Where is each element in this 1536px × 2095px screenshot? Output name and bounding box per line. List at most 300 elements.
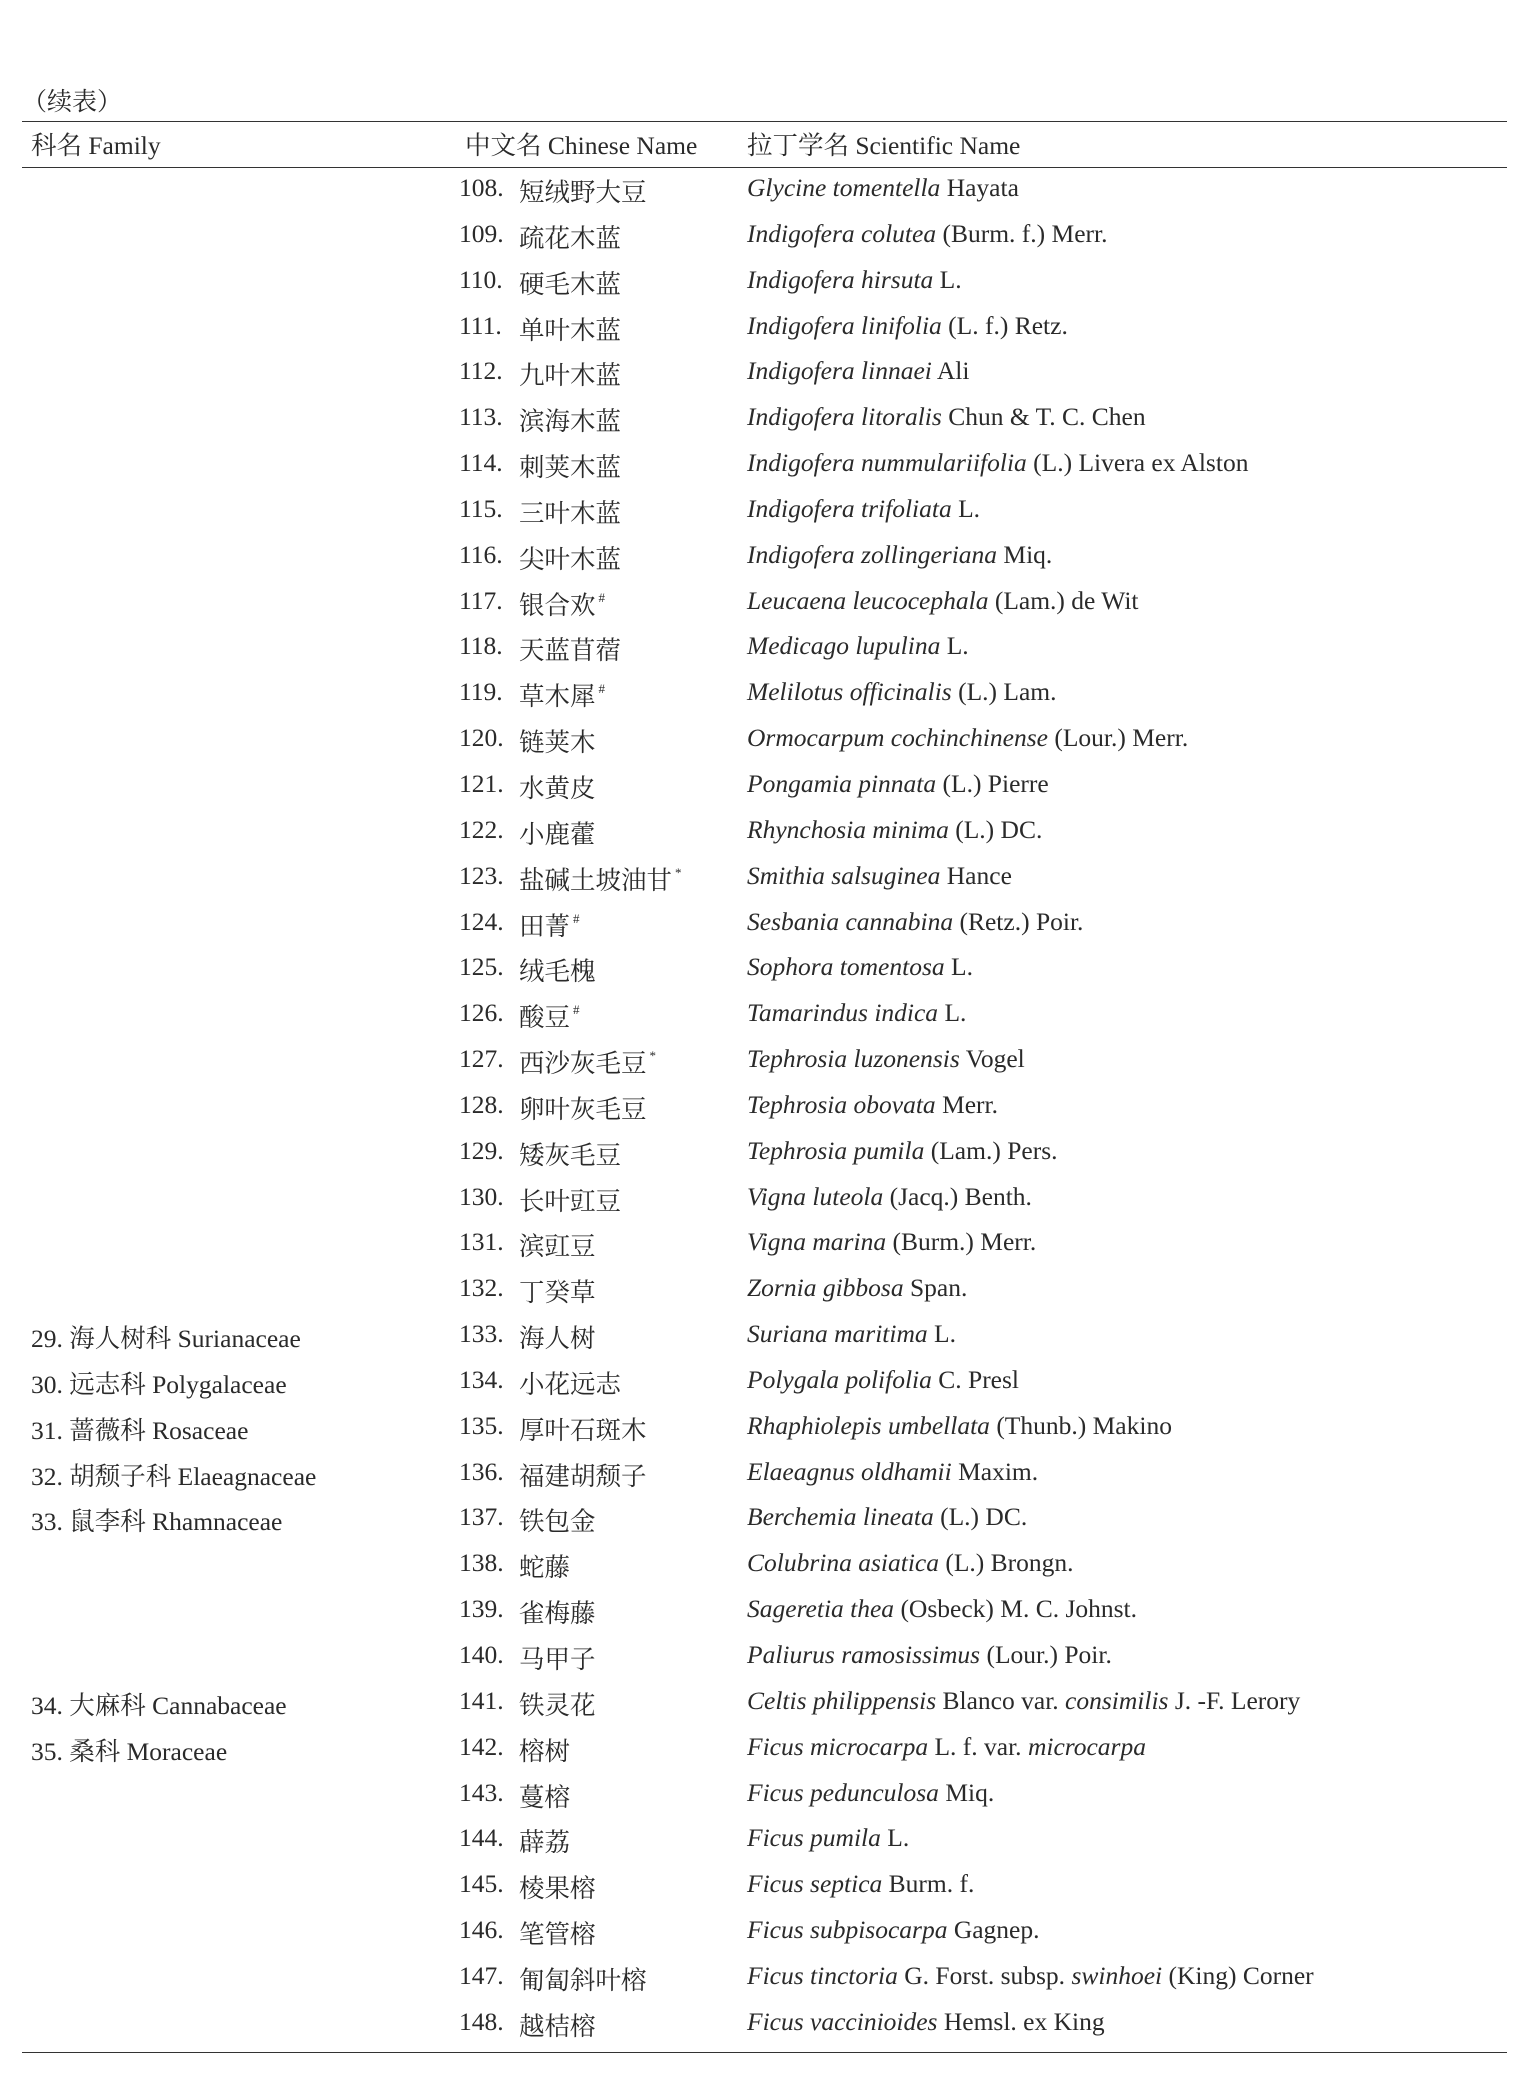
species-number: 128. [459, 1089, 504, 1119]
scientific-name-author: Gagnep. [947, 1915, 1040, 1945]
table-row [0, 1910, 1536, 1956]
chinese-name-cell [519, 173, 647, 209]
continued-label: （续表） [22, 89, 123, 116]
table-row [0, 764, 1536, 810]
chinese-name-cell [519, 402, 621, 438]
chinese-name-cell [519, 1961, 647, 1997]
species-number: 135. [459, 1410, 504, 1440]
chinese-name-cell [519, 540, 621, 576]
scientific-name-cell [747, 1411, 1172, 1441]
chinese-name-cell [519, 861, 682, 897]
scientific-name-author: L. [927, 1319, 956, 1349]
scientific-name-cell [747, 1090, 998, 1120]
species-number: 132. [459, 1273, 504, 1303]
scientific-name-cell [747, 1044, 1025, 1074]
chinese-name: 长叶豇豆 [519, 1186, 622, 1216]
table-bottom-rule [22, 2052, 1507, 2053]
scientific-name-author: Burm. f. [882, 1869, 975, 1899]
scientific-name-author: (L.) DC. [933, 1502, 1028, 1532]
species-number: 141. [459, 1685, 504, 1715]
chinese-name-cell [519, 631, 621, 667]
chinese-name: 海人树 [519, 1324, 596, 1354]
chinese-name-cell [519, 1319, 596, 1355]
chinese-name: 酸豆 [519, 1003, 571, 1033]
chinese-name: 短绒野大豆 [519, 178, 647, 207]
chinese-name-cell [519, 311, 621, 347]
species-number: 121. [459, 768, 504, 798]
table-row [0, 1452, 1536, 1498]
table-body [0, 168, 1536, 2048]
scientific-name-cell [747, 448, 1248, 478]
scientific-name-author: (L.) Livera ex Alston [1026, 448, 1249, 478]
scientific-name-italic: Rhynchosia minima [747, 814, 949, 844]
species-number: 136. [459, 1456, 504, 1486]
scientific-name-cell [747, 815, 1042, 845]
chinese-name-cell [519, 769, 596, 805]
species-number: 108. [459, 173, 504, 202]
scientific-name-italic: Sesbania cannabina [747, 906, 954, 936]
scientific-name-author: C. Presl [931, 1364, 1020, 1394]
species-number: 123. [459, 860, 504, 890]
scientific-name-italic: Medicago lupulina [747, 631, 941, 661]
scientific-name-author: Span. [903, 1273, 968, 1303]
chinese-name: 九叶木蓝 [519, 361, 622, 391]
scientific-name-italic: Paliurus ramosissimus [747, 1640, 981, 1669]
chinese-name: 蔓榕 [519, 1782, 571, 1812]
chinese-name-cell [519, 1136, 621, 1172]
scientific-name-cell [747, 1640, 1112, 1670]
chinese-name: 滨豇豆 [519, 1232, 596, 1262]
scientific-name-author: Blanco var. [936, 1685, 1066, 1715]
family-cell: 33. 鼠李科 Rhamnaceae [31, 1507, 283, 1537]
scientific-name-italic: Berchemia lineata [747, 1502, 934, 1532]
chinese-name-cell [519, 1457, 647, 1493]
scientific-name-cell [747, 1502, 1027, 1532]
chinese-name-cell [519, 1090, 647, 1126]
scientific-name-italic: Indigofera linifolia [747, 310, 942, 340]
species-number: 127. [459, 1044, 504, 1074]
chinese-name: 丁癸草 [519, 1278, 596, 1308]
scientific-name-author: L. [938, 998, 967, 1028]
status-mark: # [573, 910, 580, 926]
table-row [0, 1085, 1536, 1131]
scientific-name-cell [747, 631, 969, 661]
chinese-name-cell [519, 1502, 596, 1538]
scientific-name-cell [747, 1365, 1019, 1395]
scientific-name-cell [747, 1869, 974, 1899]
chinese-name: 田菁 [519, 911, 571, 941]
chinese-name-cell [519, 1594, 596, 1630]
family-cell: 34. 大麻科 Cannabaceae [31, 1690, 287, 1720]
table-row [0, 260, 1536, 306]
scientific-name-italic: Ficus pedunculosa [747, 1777, 939, 1807]
chinese-name: 蛇藤 [519, 1553, 571, 1583]
status-mark: * [649, 1048, 657, 1064]
scientific-name-author: (Lam.) de Wit [988, 585, 1139, 615]
table-row [0, 1360, 1536, 1406]
scientific-name-author: (Burm.) Merr. [886, 1227, 1037, 1257]
scientific-name-cell [747, 1594, 1137, 1624]
family-cell: 31. 蔷薇科 Rosaceae [31, 1415, 249, 1445]
chinese-name-cell [519, 1869, 596, 1905]
species-number: 111. [459, 310, 502, 340]
species-number: 117. [459, 585, 503, 615]
species-number: 145. [459, 1869, 504, 1899]
scientific-name-author: (King) Corner [1162, 1960, 1314, 1990]
chinese-name-cell [519, 1273, 596, 1309]
scientific-name-italic: Ficus pumila [747, 1823, 881, 1853]
chinese-name-cell [519, 1182, 621, 1218]
scientific-name-author: Hayata [940, 173, 1019, 202]
scientific-name-italic: Zornia gibbosa [747, 1273, 904, 1303]
chinese-name: 西沙灰毛豆 [519, 1049, 647, 1079]
chinese-name: 水黄皮 [519, 773, 596, 803]
table-row [0, 902, 1536, 948]
scientific-name-italic: Tephrosia obovata [747, 1089, 936, 1119]
chinese-name-cell [519, 586, 605, 622]
table-row [0, 1956, 1536, 2002]
scientific-name-cell [747, 677, 1057, 707]
chinese-name: 榕树 [519, 1736, 571, 1766]
scientific-name-cell [747, 586, 1139, 616]
chinese-name: 薜荔 [519, 1828, 571, 1858]
chinese-name-cell [519, 1044, 656, 1080]
table-row [0, 1543, 1536, 1589]
scientific-name-author: L. [944, 952, 973, 982]
table-top-rule [22, 121, 1507, 122]
scientific-name-cell [747, 2007, 1105, 2037]
scientific-name-italic: Ficus vaccinioides [747, 2006, 938, 2036]
species-number: 138. [459, 1548, 504, 1578]
scientific-name-author: (L.) Pierre [936, 768, 1049, 798]
table-row [0, 1727, 1536, 1773]
scientific-name-author: L. [880, 1823, 910, 1853]
scientific-name-cell [747, 540, 1052, 570]
species-number: 126. [459, 998, 504, 1028]
scientific-name-author: (Retz.) Poir. [953, 906, 1084, 936]
chinese-name-cell [519, 907, 580, 943]
scientific-name-author: (L.) DC. [948, 814, 1043, 844]
scientific-name-author: (Thunb.) Makino [989, 1410, 1172, 1440]
table-row [0, 168, 1536, 214]
species-number: 134. [459, 1364, 504, 1394]
species-number: 129. [459, 1135, 504, 1165]
status-mark: # [598, 589, 606, 605]
scientific-name-italic: Ficus tinctoria [747, 1960, 898, 1990]
chinese-name: 绒毛槐 [519, 957, 596, 987]
species-number: 130. [459, 1181, 504, 1211]
species-number: 113. [459, 402, 503, 432]
scientific-name-cell [747, 1457, 1038, 1487]
status-mark: # [598, 681, 606, 697]
chinese-name-cell [519, 998, 580, 1034]
chinese-name-cell [519, 1548, 570, 1584]
table-row [0, 306, 1536, 352]
scientific-name-italic: Melilotus officinalis [747, 677, 952, 707]
scientific-name-italic: Tephrosia pumila [747, 1135, 925, 1165]
species-number: 120. [459, 723, 504, 753]
scientific-name-italic: Indigofera colutea [747, 218, 937, 248]
table-row [0, 672, 1536, 718]
scientific-name-italic: Elaeagnus oldhamii [747, 1456, 952, 1486]
scientific-name-italic: Indigofera linnaei [747, 356, 932, 386]
chinese-name: 匍匐斜叶榕 [519, 1965, 647, 1995]
chinese-name: 卵叶灰毛豆 [519, 1094, 647, 1124]
scientific-name-author: (Jacq.) Benth. [883, 1181, 1032, 1211]
chinese-name-cell [519, 1365, 621, 1401]
table-row [0, 1177, 1536, 1223]
chinese-name: 铁包金 [519, 1507, 596, 1537]
species-number: 114. [459, 448, 503, 478]
scientific-name-cell [747, 173, 1019, 203]
scientific-name-author: (Burm. f.) Merr. [936, 218, 1108, 248]
table-row [0, 1406, 1536, 1452]
table-row [0, 1268, 1536, 1314]
chinese-name-cell [519, 677, 605, 713]
species-number: 133. [459, 1319, 504, 1349]
scientific-name-cell [747, 356, 969, 386]
table-row [0, 535, 1536, 581]
scientific-name-author: (Osbeck) M. C. Johnst. [894, 1594, 1138, 1624]
table-row [0, 1039, 1536, 1085]
table-row [0, 1818, 1536, 1864]
scientific-name-author: Hemsl. ex King [937, 2006, 1105, 2036]
chinese-name: 银合欢 [519, 590, 596, 620]
table-row [0, 993, 1536, 1039]
scientific-name-author: (Lour.) Poir. [980, 1640, 1112, 1669]
table-row [0, 718, 1536, 764]
scientific-name-cell [747, 1182, 1032, 1212]
scientific-name-italic: Pongamia pinnata [747, 768, 937, 798]
header-scientific-name: 拉丁学名 Scientific Name [747, 131, 1021, 160]
table-row [0, 1314, 1536, 1360]
scientific-name-italic: Suriana maritima [747, 1319, 928, 1349]
scientific-name-author: Maxim. [951, 1456, 1039, 1486]
scientific-name-italic: Indigofera litoralis [747, 402, 942, 432]
scientific-name-author: J. -F. Lerory [1168, 1685, 1301, 1715]
chinese-name: 尖叶木蓝 [519, 544, 622, 574]
table-row [0, 397, 1536, 443]
scientific-name-italic: Indigofera zollingeriana [747, 539, 998, 569]
scientific-name-italic: Colubrina asiatica [747, 1548, 939, 1578]
chinese-name-cell [519, 356, 621, 392]
species-number: 131. [459, 1227, 504, 1257]
table-row [0, 810, 1536, 856]
chinese-name: 矮灰毛豆 [519, 1140, 622, 1170]
scientific-name-cell [747, 1778, 994, 1808]
status-mark: # [573, 1002, 580, 1018]
chinese-name-cell [519, 494, 621, 530]
chinese-name-cell [519, 1732, 570, 1768]
scientific-name-italic: Indigofera hirsuta [747, 264, 934, 294]
scientific-name-cell [747, 723, 1188, 753]
scientific-name-author: Merr. [935, 1089, 999, 1119]
family-cell: 30. 远志科 Polygalaceae [31, 1369, 287, 1399]
chinese-name: 小花远志 [519, 1369, 622, 1399]
scientific-name-italic: swinhoei [1071, 1960, 1163, 1990]
chinese-name: 铁灵花 [519, 1690, 596, 1720]
chinese-name-cell [519, 723, 596, 759]
scientific-name-cell [747, 1686, 1300, 1716]
status-mark: * [675, 864, 682, 880]
species-number: 143. [459, 1777, 504, 1807]
table-row [0, 626, 1536, 672]
table-row [0, 2002, 1536, 2048]
species-number: 125. [459, 952, 504, 982]
scientific-name-italic: Celtis philippensis [747, 1685, 937, 1715]
chinese-name: 福建胡颓子 [519, 1461, 647, 1491]
chinese-name: 越桔榕 [519, 2011, 596, 2041]
scientific-name-author: Chun & T. C. Chen [941, 402, 1146, 432]
scientific-name-italic: Vigna luteola [747, 1181, 884, 1211]
scientific-name-cell [747, 952, 973, 982]
chinese-name: 天蓝苜蓿 [519, 636, 622, 666]
scientific-name-author: L. [940, 631, 969, 661]
scientific-name-cell [747, 998, 966, 1028]
scientific-name-italic: Tephrosia luzonensis [747, 1044, 960, 1074]
scientific-name-cell [747, 265, 962, 295]
scientific-name-italic: consimilis [1065, 1685, 1169, 1715]
scientific-name-cell [747, 1548, 1074, 1578]
species-number: 109. [459, 218, 504, 248]
chinese-name-cell [519, 265, 621, 301]
chinese-name: 疏花木蓝 [519, 223, 622, 253]
scientific-name-author: G. Forst. subsp. [897, 1960, 1072, 1990]
table-row [0, 947, 1536, 993]
species-number: 146. [459, 1915, 504, 1945]
species-number: 148. [459, 2006, 504, 2036]
scientific-name-author: L. f. var. [928, 1731, 1028, 1761]
species-number: 110. [459, 264, 503, 294]
scientific-name-cell [747, 219, 1107, 249]
scientific-name-author: L. [933, 264, 962, 294]
species-number: 122. [459, 814, 504, 844]
scientific-name-cell [747, 907, 1083, 937]
chinese-name-cell [519, 815, 596, 851]
species-number: 118. [459, 631, 503, 661]
scientific-name-author: Miq. [997, 539, 1053, 569]
table-row [0, 1497, 1536, 1543]
table-row [0, 214, 1536, 260]
species-number: 137. [459, 1502, 504, 1532]
species-number: 112. [459, 356, 503, 386]
family-cell: 29. 海人树科 Surianaceae [31, 1324, 301, 1354]
table-row [0, 1589, 1536, 1635]
chinese-name-cell [519, 1640, 596, 1676]
chinese-name-cell [519, 1823, 570, 1859]
scientific-name-italic: Polygala polifolia [747, 1364, 932, 1394]
species-number: 124. [459, 906, 504, 936]
scientific-name-italic: Ficus subpisocarpa [747, 1915, 948, 1945]
species-number: 147. [459, 1960, 504, 1990]
scientific-name-italic: Glycine tomentella [747, 173, 941, 202]
table-row [0, 1635, 1536, 1681]
scientific-name-cell [747, 1319, 956, 1349]
scientific-name-author: (L. f.) Retz. [941, 310, 1068, 340]
scientific-name-italic: Sophora tomentosa [747, 952, 945, 982]
scientific-name-author: Hance [940, 860, 1012, 890]
chinese-name: 刺荚木蓝 [519, 453, 622, 483]
scientific-name-cell [747, 861, 1012, 891]
scientific-name-author: (L.) Brongn. [938, 1548, 1074, 1578]
scientific-name-author: L. [951, 493, 981, 523]
scientific-name-cell [747, 402, 1146, 432]
chinese-name-cell [519, 1778, 570, 1814]
chinese-name-cell [519, 2007, 596, 2043]
table-row [0, 581, 1536, 627]
species-number: 140. [459, 1640, 504, 1669]
scientific-name-italic: Indigofera trifoliata [747, 493, 952, 523]
chinese-name: 草木犀 [519, 682, 596, 712]
scientific-name-italic: microcarpa [1027, 1731, 1146, 1761]
scientific-name-cell [747, 1227, 1036, 1257]
scientific-name-author: Miq. [938, 1777, 995, 1807]
scientific-name-cell [747, 1961, 1314, 1991]
header-family: 科名 Family [31, 131, 161, 160]
chinese-name: 马甲子 [519, 1645, 596, 1674]
chinese-name: 笔管榕 [519, 1920, 596, 1950]
table-row [0, 489, 1536, 535]
chinese-name: 小鹿藿 [519, 819, 596, 849]
table-row [0, 1864, 1536, 1910]
species-number: 142. [459, 1731, 504, 1761]
scientific-name-italic: Tamarindus indica [747, 998, 939, 1028]
species-number: 116. [459, 539, 503, 569]
family-cell: 35. 桑科 Moraceae [31, 1736, 228, 1766]
scientific-name-author: (Lam.) Pers. [924, 1135, 1058, 1165]
scientific-name-italic: Ficus septica [747, 1869, 883, 1899]
chinese-name: 厚叶石斑木 [519, 1415, 647, 1445]
family-cell: 32. 胡颓子科 Elaeagnaceae [31, 1461, 317, 1491]
scientific-name-cell [747, 1273, 967, 1303]
scientific-name-italic: Indigofera nummulariifolia [747, 448, 1027, 478]
scientific-name-italic: Leucaena leucocephala [747, 585, 989, 615]
scientific-name-cell [747, 1136, 1058, 1166]
scientific-name-author: (Lour.) Merr. [1047, 723, 1189, 753]
chinese-name-cell [519, 219, 621, 255]
chinese-name: 链荚木 [519, 728, 596, 758]
species-number: 144. [459, 1823, 504, 1853]
scientific-name-author: Vogel [959, 1044, 1025, 1074]
species-number: 119. [459, 677, 503, 707]
scientific-name-italic: Vigna marina [747, 1227, 887, 1257]
scientific-name-cell [747, 769, 1049, 799]
chinese-name-cell [519, 952, 596, 988]
table-row [0, 1222, 1536, 1268]
chinese-name-cell [519, 448, 621, 484]
chinese-name: 雀梅藤 [519, 1599, 596, 1629]
table-row [0, 1773, 1536, 1819]
chinese-name: 硬毛木蓝 [519, 269, 622, 299]
table-row [0, 443, 1536, 489]
table-row [0, 351, 1536, 397]
chinese-name-cell [519, 1411, 647, 1447]
table-row [0, 1131, 1536, 1177]
table-row [0, 856, 1536, 902]
chinese-name: 盐碱土坡油甘 [519, 865, 673, 895]
scientific-name-author: (L.) Lam. [951, 677, 1057, 707]
header-chinese-name: 中文名 Chinese Name [465, 131, 698, 160]
scientific-name-cell [747, 1732, 1146, 1762]
table-row [0, 1681, 1536, 1727]
chinese-name: 三叶木蓝 [519, 498, 622, 528]
scientific-name-italic: Smithia salsuginea [747, 860, 941, 890]
scientific-name-cell [747, 311, 1068, 341]
chinese-name: 单叶木蓝 [519, 315, 622, 345]
scientific-name-cell [747, 1915, 1040, 1945]
scientific-name-italic: Ormocarpum cochinchinense [747, 723, 1048, 753]
species-number: 115. [459, 493, 503, 523]
